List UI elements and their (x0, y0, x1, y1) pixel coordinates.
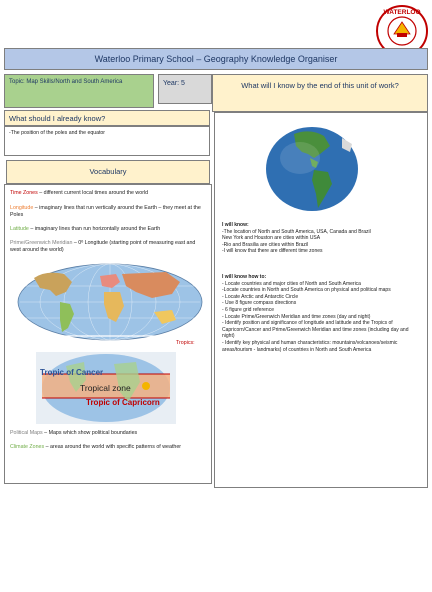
list-item: - Locate Prime/Greenwich Meridian and time zones (day and night) (222, 313, 371, 320)
americas-globe-image (256, 124, 368, 214)
already-know-heading: What should I already know? (4, 110, 210, 126)
vocab-term: Climate Zones (10, 444, 45, 450)
know-how-heading: I will know how to: (222, 274, 267, 280)
page-title: Waterloo Primary School – Geography Knowledge Organiser (4, 48, 428, 70)
list-item: - Identify key physical and human characteristics: mountains/volcanoes/seismic areas/tourism - landmarks) of countries in North and South America (222, 339, 398, 353)
vocab-latitude (10, 226, 206, 233)
vocab-longitude (10, 205, 206, 219)
list-item: - Locate Arctic and Antarctic Circle (222, 293, 299, 300)
topic-box: Topic: Map Skills/North and South America (4, 74, 154, 108)
vocab-prime-meridian (10, 240, 206, 254)
year-box: Year: 5 (158, 74, 212, 104)
vocab-definition: – imaginary lines that run vertically around the Earth – they meet at the Poles (10, 205, 201, 218)
tropic-of-capricorn-label: Tropic of Capricorn (86, 398, 160, 407)
list-item: - 6 figure grid reference (222, 306, 274, 313)
vocab-term: Political Maps (10, 430, 43, 436)
i-will-know-section (222, 222, 422, 255)
vocab-definition: – areas around the world with specific patterns of weather (44, 444, 182, 450)
vocab-definition: – Maps which show political boundaries (42, 430, 138, 436)
already-know-body: -The position of the poles and the equator (4, 126, 210, 156)
vocab-political-maps (10, 430, 206, 437)
list-item: New York and Houston are cities within USA (222, 235, 321, 242)
vocab-definition: – imaginary lines than run horizontally around the Earth (28, 226, 161, 232)
list-item: - Identify position and significance of longitude and latitude and the Tropics of Capricorn/Cancer and Prime/Greenwich Meridian and time zones (including day and night) (222, 320, 409, 340)
end-of-unit-heading: What will I know by the end of this unit of work? (212, 74, 428, 112)
tropics-label: Tropics: (176, 340, 195, 346)
tropical-zone-label: Tropical zone (80, 383, 131, 393)
vocab-definition: – different current local times around the world (37, 190, 149, 196)
i-will-know-heading: I will know: (222, 222, 249, 228)
vocab-climate-zones (10, 444, 206, 451)
vocab-term: Prime/Greenwich Meridian (10, 240, 73, 246)
vocab-definition: – 0º Longitude (starting point of measuring east and west around the world) (10, 240, 196, 253)
list-item: -Locate countries in North and South America on physical and political maps (222, 287, 391, 294)
world-map-image (16, 262, 204, 342)
vocab-term: Latitude (10, 226, 29, 232)
list-item: -I will know that there are different time zones (222, 248, 323, 255)
tropic-of-cancer-label: Tropic of Cancer (40, 368, 104, 377)
vocab-time-zones (10, 190, 206, 197)
list-item: -The location of North and South America, USA, Canada and Brazil (222, 228, 371, 235)
svg-text:WATERLOO: WATERLOO (383, 9, 421, 16)
list-item: -Rio and Brasilia are cities within Brazil (222, 241, 309, 248)
vocab-term: Longitude (10, 205, 34, 211)
vocabulary-heading: Vocabulary (6, 160, 210, 184)
know-how-section (222, 274, 422, 353)
list-item: - Use 8 figure compass directions (222, 300, 297, 307)
vocab-term: Time Zones (10, 190, 38, 196)
list-item: - Locate countries and major cities of North and South America (222, 280, 361, 287)
